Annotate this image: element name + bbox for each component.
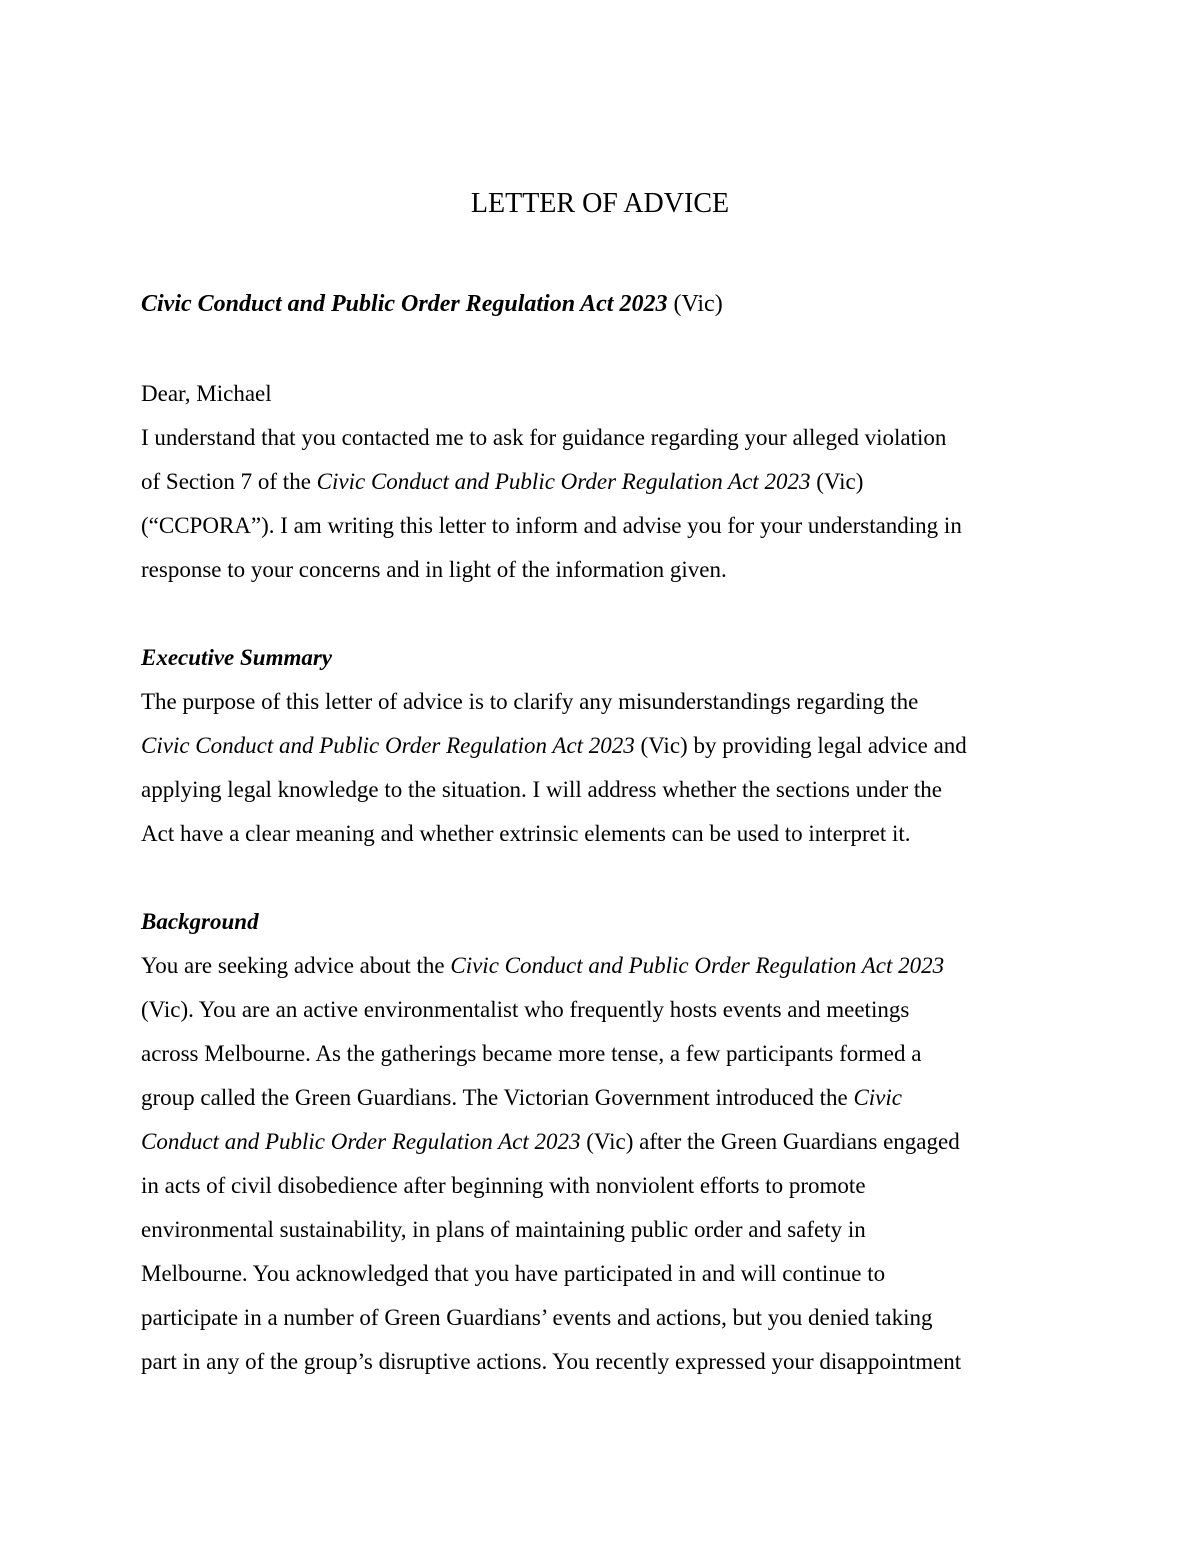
background-text: group called the Green Guardians. The Victorian Government introduced the	[141, 1085, 854, 1110]
intro-line	[141, 460, 1061, 504]
executive-summary-heading: Executive Summary	[141, 645, 333, 670]
background-line: environmental sustainability, in plans of maintaining public order and safety in	[141, 1217, 866, 1242]
act-subtitle-name: Civic Conduct and Public Order Regulation Act 2023	[141, 291, 668, 317]
summary-text: (Vic) by providing legal advice and	[634, 733, 967, 758]
act-subtitle-jurisdiction: (Vic)	[667, 291, 723, 317]
background-line: in acts of civil disobedience after beginning with nonviolent efforts to promote	[141, 1173, 866, 1198]
background-line: participate in a number of Green Guardians’ events and actions, but you denied taking	[141, 1305, 933, 1330]
executive-summary-section	[141, 636, 1061, 856]
letter-page	[141, 0, 1061, 1553]
background-text: You are seeking advice about the	[141, 953, 451, 978]
background-line: Melbourne. You acknowledged that you have participated in and will continue to	[141, 1261, 886, 1286]
background-line	[141, 1120, 1061, 1164]
intro-text: (Vic)	[810, 469, 864, 494]
summary-line	[141, 724, 1061, 768]
act-reference: Conduct and Public Order Regulation Act 2023	[141, 1129, 581, 1154]
background-heading: Background	[141, 909, 259, 934]
page-title: LETTER OF ADVICE	[470, 188, 730, 219]
act-reference: Civic	[853, 1085, 902, 1110]
act-reference: Civic Conduct and Public Order Regulation Act 2023	[316, 469, 811, 494]
background-line	[141, 1076, 1061, 1120]
intro-paragraph	[141, 416, 1061, 592]
summary-line: applying legal knowledge to the situation. I will address whether the sections under the	[141, 777, 942, 802]
background-line: across Melbourne. As the gatherings became more tense, a few participants formed a	[141, 1041, 922, 1066]
background-line: (Vic). You are an active environmentalist who frequently hosts events and meetings	[141, 997, 910, 1022]
intro-line: I understand that you contacted me to ask for guidance regarding your alleged violation	[141, 425, 947, 450]
intro-text: of Section 7 of the	[141, 469, 317, 494]
background-text: (Vic) after the Green Guardians engaged	[580, 1129, 960, 1154]
background-line: part in any of the group’s disruptive actions. You recently expressed your disappointment	[141, 1349, 962, 1374]
intro-line: (“CCPORA”). I am writing this letter to inform and advise you for your understanding in	[141, 513, 962, 538]
act-reference: Civic Conduct and Public Order Regulation Act 2023	[450, 953, 945, 978]
salutation-block	[141, 372, 1061, 416]
act-subtitle	[141, 284, 723, 324]
background-line	[141, 944, 1061, 988]
summary-line: Act have a clear meaning and whether extrinsic elements can be used to interpret it.	[141, 821, 911, 846]
salutation: Dear, Michael	[141, 381, 272, 406]
summary-line: The purpose of this letter of advice is to clarify any misunderstandings regarding the	[141, 689, 919, 714]
intro-line: response to your concerns and in light of the information given.	[141, 557, 727, 582]
background-section	[141, 900, 1061, 1384]
act-reference: Civic Conduct and Public Order Regulation Act 2023	[141, 733, 635, 758]
